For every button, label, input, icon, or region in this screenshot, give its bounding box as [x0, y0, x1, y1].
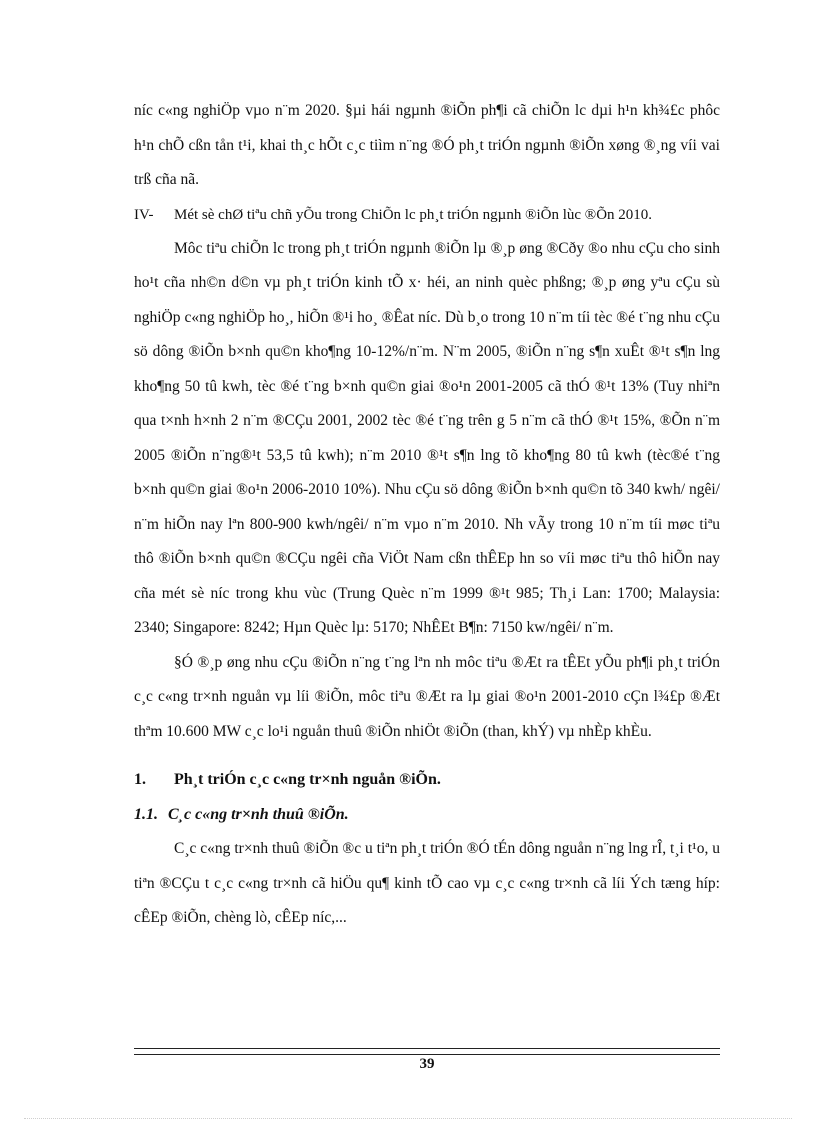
section-1-1-title: C¸c c«ng tr×nh thuû ®iÕn.: [168, 805, 349, 823]
section-1-heading: [134, 763, 720, 798]
section-1-1-heading: [134, 798, 720, 833]
paragraph-hydropower: C¸c c«ng tr×nh thuû ®iÕn ®c u tiªn ph¸t triÓn ®Ó tÉn dông nguån n¨ng lng rÎ, t¸i t¹o, u tiªn ®CÇu t c¸c c«ng tr×nh cã hiÖu qu¶ kinh tÕ cao vµ c¸c c«ng tr×nh cã líi Ých tæng híp: cÊEp ®iÕn, chèng lò, cÊEp níc,...: [134, 840, 720, 926]
section-1-number: 1.: [134, 771, 146, 788]
page-edge-divider: [24, 1118, 792, 1119]
page-number: 39: [419, 1056, 435, 1072]
section-1-title: Ph¸t triÓn c¸c c«ng tr×nh nguån ®iÕn.: [174, 771, 441, 788]
section-iv-heading: [134, 202, 720, 228]
paragraph-objectives: Môc tiªu chiÕn lc trong ph¸t triÓn ngµnh ®iÕn lµ ®¸p øng ®Cðy ®o nhu cÇu cho sinh ho¹t cña nh©n d©n vµ ph¸t triÓn kinh tÕ x· héi, an ninh quèc phßng; ®¸p øng yªu cÇu sù nghiÖp c«ng nghiÖp ho¸, hiÕn ®¹i ho¸ ®Êat níc. Dù b¸o trong 10 n¨m tíi tèc ®é t¨ng nhu cÇu sö dông ®iÕn b×nh qu©n kho¶ng 10-12%/n¨m. N¨m 2005, ®iÕn n¨ng s¶n xuÊt ®¹t s¶n lng kho¶ng 50 tû kwh, tèc ®é t¨ng b×nh qu©n giai ®o¹n 2001-2005 cã thÓ ®¹t 13% (Tuy nhiªn qua t×nh h×nh 2 n¨m ®CÇu 2001, 2002 tèc ®é t¨ng trên g 5 n¨m cã thÓ ®¹t 15%, ®Õn n¨m 2005 ®iÕn n¨ng®¹t 53,5 tû kwh); n¨m 2010 ®¹t s¶n lng tõ kho¶ng 80 tû kwh (tèc®é t¨ng b×nh qu©n giai ®o¹n 2006-2010 10%). Nhu cÇu sö dông ®iÕn b×nh qu©n tõ 340 kwh/ ngêi/ n¨m hiÕn nay lªn 800-900 kwh/ngêi/ n¨m vµo n¨m 2010. Nh vÃy trong 10 n¨m tíi møc tiªu thô ®iÕn b×nh qu©n ®CÇu ngêi cña ViÖt Nam cßn thÊEp hn so víi møc tiªu thô hiÕn nay cña mét sè níc trong khu vùc (Trung Quèc n¨m 1999 ®¹t 985; Th¸i Lan: 1700; Malaysia: 2340; Singapore: 8242; Hµn Quèc lµ: 5170; NhÊEt B¶n: 7150 kw/ngêi/ n¨m.: [134, 239, 720, 636]
paragraph-intro: níc c«ng nghiÖp vµo n¨m 2020. §µi hái ngµnh ®iÕn ph¶i cã chiÕn lc dµi h¹n kh¾£c phôc h¹n chÕ cßn tån t¹i, khai th¸c hÕt c¸c tiìm n¨ng ®Ó ph¸t triÓn ngµnh ®iÕn xøng ®¸ng víi vai trß cña nã.: [134, 102, 720, 188]
body-text: [134, 94, 720, 936]
section-1-1-number: 1.1.: [134, 805, 158, 823]
paragraph-demand: §Ó ®¸p øng nhu cÇu ®iÕn n¨ng t¨ng lªn nh môc tiªu ®Æt ra tÊEt yÕu ph¶i ph¸t triÓn c¸c c«ng tr×nh nguån vµ líi ®iÕn, môc tiªu ®Æt ra lµ giai ®o¹n 2001-2010 cÇn l¾£p ®Æt thªm 10.600 MW c¸c lo¹i nguån thuû ®iÕn nhiÖt ®iÕn (than, khÝ) vµ nhÈp khÈu.: [134, 653, 720, 740]
section-iv-title: Mét sè chØ tiªu chñ yÕu trong ChiÕn lc ph¸t triÓn ngµnh ®iÕn lùc ®Õn 2010.: [174, 206, 653, 223]
footer-divider: [134, 1048, 720, 1055]
section-iv-number: IV-: [134, 206, 154, 223]
